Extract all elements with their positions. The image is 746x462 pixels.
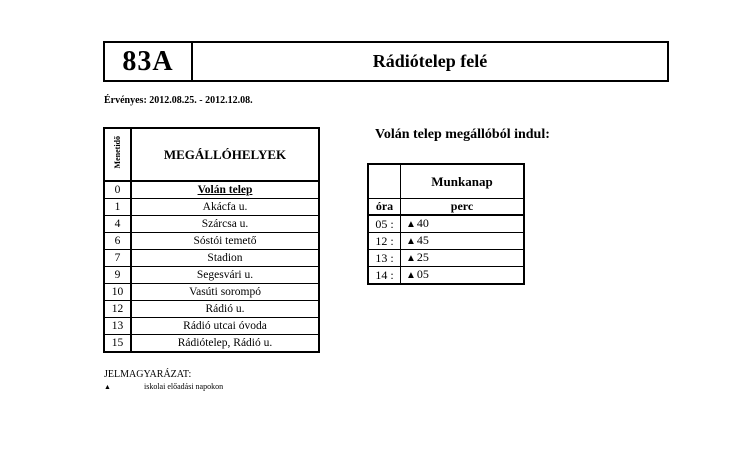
route-header [103,41,669,82]
departure-hour: 13 : [368,250,401,267]
route-number: 83A [105,43,193,80]
stops-table-header-row [104,128,319,181]
school-days-icon: ▲ [406,219,416,230]
stops-table [103,127,320,353]
stop-name: Rádió utcai óvoda [131,318,319,335]
table-row [104,250,319,267]
legend-title: JELMAGYARÁZAT: [104,369,192,380]
travel-time-value: 6 [104,233,131,250]
travel-time-value: 0 [104,181,131,199]
table-row [104,318,319,335]
travel-time-value: 10 [104,284,131,301]
departure-minute: 40 [416,216,429,230]
departure-minute: 25 [416,250,429,264]
departure-row [368,250,524,267]
stop-name: Stadion [131,250,319,267]
school-days-icon: ▲ [406,236,416,247]
legend-item [104,382,223,391]
stop-name: Szárcsa u. [131,216,319,233]
day-type-header: Munkanap [401,164,525,199]
travel-time-value: 15 [104,335,131,353]
stop-name: Sóstói temető [131,233,319,250]
travel-time-value: 4 [104,216,131,233]
school-days-icon: ▲ [406,270,416,281]
departure-minute: 45 [416,233,429,247]
travel-time-column-header: Menetidő [113,135,122,169]
table-row [104,267,319,284]
departure-minutes-cell [401,233,525,250]
table-row [104,181,319,199]
departure-minute: 05 [416,267,429,281]
departure-row [368,215,524,233]
validity-text: Érvényes: 2012.08.25. - 2012.12.08. [104,95,253,106]
stops-column-header: MEGÁLLÓHELYEK [131,128,319,181]
hour-column-header: óra [368,199,401,216]
departure-minutes-cell [401,267,525,285]
school-days-icon: ▲ [104,382,111,391]
school-days-icon: ▲ [406,253,416,264]
legend-item-text: iskolai előadási napokon [144,382,224,391]
stop-name: Rádiótelep, Rádió u. [131,335,319,353]
table-row [104,335,319,353]
departure-minutes-cell [401,215,525,233]
travel-time-value: 12 [104,301,131,318]
stop-name: Segesvári u. [131,267,319,284]
departures-table [367,163,525,285]
departure-minutes-cell [401,250,525,267]
departures-title: Volán telep megállóból indul: [375,127,550,142]
departure-hour: 12 : [368,233,401,250]
stop-name: Akácfa u. [131,199,319,216]
travel-time-value: 1 [104,199,131,216]
table-row [104,301,319,318]
departures-subheader-row [368,199,524,216]
travel-time-value: 13 [104,318,131,335]
table-row [104,199,319,216]
minute-column-header: perc [401,199,525,216]
table-row [104,233,319,250]
stop-name: Volán telep [131,181,319,199]
travel-time-column-header-cell [104,128,131,181]
departure-hour: 14 : [368,267,401,285]
travel-time-value: 7 [104,250,131,267]
table-row [104,216,319,233]
departure-row [368,267,524,285]
route-direction: Rádiótelep felé [372,51,488,71]
stop-name: Vasúti sorompó [131,284,319,301]
travel-time-value: 9 [104,267,131,284]
stop-name: Rádió u. [131,301,319,318]
corner-cell [368,164,401,199]
departures-header-row [368,164,524,199]
table-row [104,284,319,301]
departure-row [368,233,524,250]
legend [104,369,223,391]
departure-hour: 05 : [368,215,401,233]
